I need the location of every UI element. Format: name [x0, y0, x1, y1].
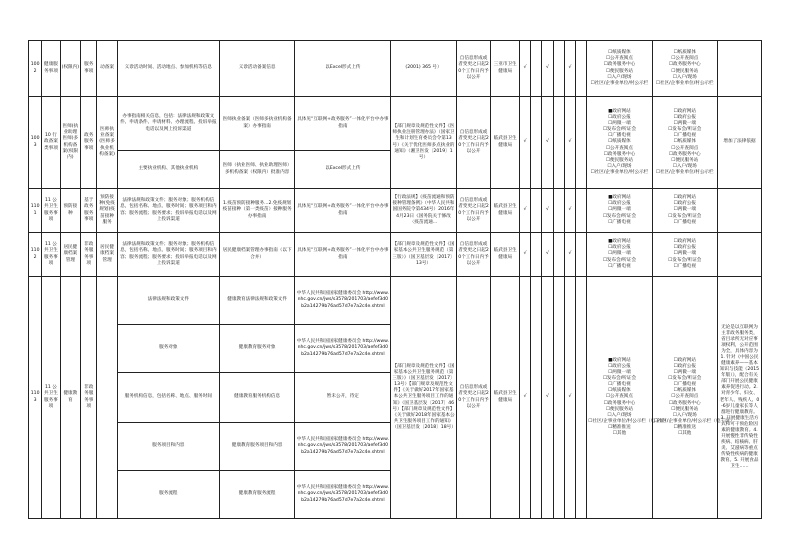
check-cell	[531, 97, 542, 189]
row-number: 1002	[29, 41, 42, 97]
check-cell: √	[519, 189, 530, 233]
channel-options: ■政府网站 ☐政府公报 ☐两微一端 ☐发布会/听证会 ☐广播电视 ☐纸质媒体 ☐公开查阅点 ☐政务服务中心 ☐便民服务站 ☐入户/现场 ☐社区/企事业单位/村公示栏（电子屏） ☐精准推送 ☐其他	[587, 277, 652, 519]
channel-options: ☐政府网站 ☐政府公报 ☐两微一端 ☐发布会/听证会 ☐广播电视	[652, 189, 717, 233]
check-cell	[531, 233, 542, 277]
item-type-cell: 非政务服务事项	[81, 233, 97, 277]
time-cell: 自信息形成或者变更之日起20个工作日内予以公开	[456, 233, 491, 277]
channel-options: ☐政府网站 ☐政府公报 ☐两微一端 ☐发布会/听证会 ☐广播电视 ☐纸质媒体 ☐公开查阅点 ☐政务服务中心 ☐便民服务站 ☐入户/现场 ☐社区/企事业单位/村公示栏（电子屏） ☐精准推送 ☐其他	[652, 277, 717, 519]
row-number: 1102	[29, 233, 42, 277]
check-cell: √	[542, 233, 553, 277]
channel-options: ☐纸质媒体 ☐公开查阅点 ☐政务服务中心 ☐便民服务站 ☐入户/现场 ☐社区/企事业单位/村公示栏	[652, 41, 717, 97]
subitem-cell: 居民健康档案管理办事指南（以下合并）	[219, 233, 295, 277]
check-cell: √	[564, 233, 575, 277]
disclosure-table	[28, 40, 762, 519]
check-cell: √	[519, 233, 530, 277]
row-number: 1101	[29, 189, 42, 233]
sub-item-cell: 动备案	[97, 41, 117, 97]
note-cell: 无论是以互联网为主非政务服务类，省目录所无对应事项权利，公开范围为全，具体内容为1. 针对《中国公民健康素养——基本知识与技能（2015年版）》，配合有关部门开展公民健康素养促进行动。2. 对青少年、妇女、老年人、残疾人、0-6岁儿童家长等人群进行健康教育。3. 开展健康生活方式和可干预危险因素的健康教育。4. 开展慢性非传染性疾病、结核病、肝炎、艾滋病等重点传染性疾病的健康教育。5. 开展食品卫生……	[717, 277, 761, 519]
check-cell: √	[564, 97, 575, 189]
subitem-cell: 健康教育服务对象	[219, 325, 295, 373]
channel-options: ■政府网站 ☐政府公报 ☐两微一端 ☐发布会/听证会 ☐广播电视 ☐纸质媒体 ☐公开查阅点 ☐政务服务中心 ☐便民服务站 ☐入户/现场 ☐社区/企事业单位/村公示栏	[587, 97, 652, 189]
check-cell: √	[519, 277, 530, 519]
check-cell	[576, 189, 587, 233]
form-cell: 具体见“互联网+政务服务”一体化平台中办事指南	[295, 233, 391, 277]
channel-options: ■政府网站 ☐政府公报 ☐两微一端 ☐发布会/听证会 ☐广播电视	[587, 233, 652, 277]
subitem-cell: 义诊活动备案信息	[219, 41, 295, 97]
category-cell: 10 行政备案类事项	[42, 97, 60, 189]
channel-options: ☐政府网站 ☐政府公报 ☐两微一端 ☐发布会/听证会 ☐广播电视	[652, 233, 717, 277]
category-cell: 健康服务事项	[42, 41, 60, 97]
subitem-cell: 医师（执业医师、执业助理医师）多机构备案（权限内）批准内容	[219, 151, 295, 189]
check-cell	[553, 189, 564, 233]
content-cell: 服务项目和内容	[117, 423, 219, 471]
form-cell: 以Excel形式上传	[295, 151, 391, 189]
dept-cell: 临武县卫生健康局	[491, 277, 520, 519]
subitem-cell: 医师执业备案（医师多执业机构备案）办事指南	[219, 97, 295, 151]
note-cell: 增加了法律依据	[717, 97, 761, 189]
content-cell: 法律法规和政策文件	[117, 277, 219, 325]
category-cell: 11 公共卫生服务事项	[42, 277, 60, 519]
item-name-cell: 医师(执业助理医师)多机构备案(权限内)	[60, 97, 80, 189]
check-cell	[553, 41, 564, 97]
row-number: 1103	[29, 277, 42, 519]
category-cell: 11 公共卫生服务事项	[42, 189, 60, 233]
table-row	[29, 97, 762, 151]
form-cell: 中华人民共和国国家健康委员会 http://www.nhc.gov.cn/jws/s3578/201703/aefef3d0b2a14279b76ad57d7e7a2c4e.shtml	[295, 325, 391, 373]
item-type-cell: 基于政务服务事项	[81, 189, 97, 233]
table-row	[29, 233, 762, 277]
table-row	[29, 41, 762, 97]
item-type-cell: 政务服务事项	[81, 97, 97, 189]
content-cell: 服务对象	[117, 325, 219, 373]
time-cell: 自信息形成或者变更之日起20个工作日内予以公开	[456, 41, 491, 97]
sub-item-cell: 预防接种(免疫规划)疫苗接种服务	[97, 189, 117, 233]
sub-item-cell: 居民健康档案管理	[97, 233, 117, 277]
subitem-cell: 健康教育服务项目和内容	[219, 423, 295, 471]
form-cell: 具体见“互联网+政务服务”一体化平台中办事指南	[295, 97, 391, 151]
sub-item-cell	[97, 277, 117, 519]
check-cell: √	[542, 277, 553, 519]
check-cell	[576, 41, 587, 97]
check-cell: √	[542, 41, 553, 97]
form-cell: 暂未公开，待定	[295, 373, 391, 423]
check-cell	[553, 97, 564, 189]
content-cell: 法律法规和政策文件；服务对象；服务机构信息，包括名称、地点、服务时间；服务项目和内容；服务流程；服务要求；投诉举报电话以及网上投诉渠道	[117, 233, 219, 277]
item-name-cell: 健康教育	[60, 277, 80, 519]
check-cell: √	[542, 189, 553, 233]
channel-options: ☐政府网站 ☐政府公报 ☐两微一端 ☐发布会/听证会 ☐广播电视 ☐纸质媒体 ☐公开查阅点 ☐政务服务中心 ☐便民服务站 ☐入户/现场 ☐社区/企事业单位/村公示栏	[652, 97, 717, 189]
item-name-cell: (权限内)	[60, 41, 80, 97]
check-cell: √	[564, 277, 575, 519]
note-cell	[717, 233, 761, 277]
subitem-cell: 1.疫苗预防接种服务...2.免疫规划疫苗接种（第一类疫苗）接种服务办事指南	[219, 189, 295, 233]
subitem-cell: 健康教育服务机构信息	[219, 373, 295, 423]
law-cell: 【行政法规】《疫苗流通和预防接种管理条例》（中华人民共和国国务院令第434号）2016年4月23日《国务院关于修改〈疫苗流通...	[391, 189, 456, 233]
channel-options: ☐纸质媒体 ☐公开查阅点 ☐政务服务中心 ☐便民服务站 ☐入户/现场 ☐社区/企事业单位/村公示栏	[587, 41, 652, 97]
check-cell	[553, 233, 564, 277]
check-cell	[553, 277, 564, 519]
note-cell	[717, 41, 761, 97]
law-cell: 【部门规章及规范性文件】《医师执业注册管理办法》（国家卫生和计划生育委员会令第13号）《关于优化医师多点执业的通知》（湘卫医发〔2019〕1号）	[391, 97, 456, 189]
content-cell: 法律法规和政策文件；服务对象；服务机构信息，包括名称、地点、服务时间；服务项目和内容；服务流程；服务要求；投诉举报电话以及网上投诉渠道	[117, 189, 219, 233]
law-cell: 【部门规章及规范性文件】《国家基本公共卫生服务规范（第三版）》（国卫基层发〔2017〕13号）	[391, 233, 456, 277]
item-name-cell: 居民健康档案管理	[60, 233, 80, 277]
table-row	[29, 277, 762, 325]
check-cell	[531, 189, 542, 233]
row-number: 1003	[29, 97, 42, 189]
form-cell: 中华人民共和国国家健康委员会 http://www.nhc.gov.cn/jws/s3578/201703/aefef3d0b2a14279b76ad57d7e7a2c4e.shtml	[295, 423, 391, 471]
check-cell: √	[564, 189, 575, 233]
check-cell: √	[519, 41, 530, 97]
note-cell	[717, 189, 761, 233]
item-type-cell: 服务事项	[81, 41, 97, 97]
check-cell	[576, 97, 587, 189]
content-cell: 办事指南相关信息，包括：法律法规和政策文件、申请条件、申请材料、办理流程、投诉举报电话以及网上投诉渠道	[117, 97, 219, 151]
law-cell: 【部门规章及规范性文件】《国家基本公共卫生服务规范（第三版）》（国卫基层发〔2017〕13号）【部门规章及规范性文件】《关于做好2017年国家基本公共卫生服务项目工作的通知》（国卫基层发〔2017〕46号）【部门规章及规范性文件】《关于做好2018年国家基本公共卫生服务项目工作的通知》（国卫基层发〔2018〕18号）	[391, 277, 456, 519]
content-cell: 服务流程	[117, 471, 219, 519]
check-cell	[576, 277, 587, 519]
table-row	[29, 189, 762, 233]
dept-cell: 三亚市卫生健康局	[491, 41, 520, 97]
check-cell: √	[564, 41, 575, 97]
dept-cell: 临武县卫生健康局	[491, 233, 520, 277]
category-cell: 11 公共卫生服务事项	[42, 233, 60, 277]
form-cell: 中华人民共和国国家健康委员会 http://www.nhc.gov.cn/jws/s3578/201703/aefef3d0b2a14279b76ad57d7e7a2c4e.shtml	[295, 277, 391, 325]
time-cell: 自信息形成或者变更之日起20个工作日内予以公开	[456, 97, 491, 189]
dept-cell: 临武县卫生健康局	[491, 97, 520, 189]
subitem-cell: 健康教育服务流程	[219, 471, 295, 519]
item-name-cell: 预防接种	[60, 189, 80, 233]
item-type-cell: 非政务服务事项	[81, 277, 97, 519]
form-cell: 具体见“互联网+政务服务”一体化平台中办事指南	[295, 189, 391, 233]
form-cell: 以Excel形式上传	[295, 41, 391, 97]
check-cell	[576, 233, 587, 277]
check-cell	[531, 277, 542, 519]
law-cell: (2001) 365 号）	[391, 41, 456, 97]
check-cell	[531, 41, 542, 97]
sub-item-cell: 医师执业备案(医师多执业机构备案)	[97, 97, 117, 189]
channel-options: ■政府网站 ☐政府公报 ☐两微一端 ☐发布会/听证会 ☐广播电视	[587, 189, 652, 233]
dept-cell: 临武县卫生健康局	[491, 189, 520, 233]
time-cell: 自信息形成或者变更之日起20个工作日内予以公开	[456, 277, 491, 519]
check-cell: √	[519, 97, 530, 189]
time-cell: 自信息形成或者变更之日起20个工作日内予以公开	[456, 189, 491, 233]
check-cell: √	[542, 97, 553, 189]
content-cell: 主要执业机构、其他执业机构	[117, 151, 219, 189]
form-cell: 中华人民共和国国家健康委员会 http://www.nhc.gov.cn/jws/s3578/201703/aefef3d0b2a14279b76ad57d7e7a2c4e.shtml	[295, 471, 391, 519]
content-cell: 服务机构信息，包括名称、地点、服务时间	[117, 373, 219, 423]
subitem-cell: 健康教育法律法规和政策文件	[219, 277, 295, 325]
content-cell: 义诊活动时间、活动地点、参加机构等信息	[117, 41, 219, 97]
